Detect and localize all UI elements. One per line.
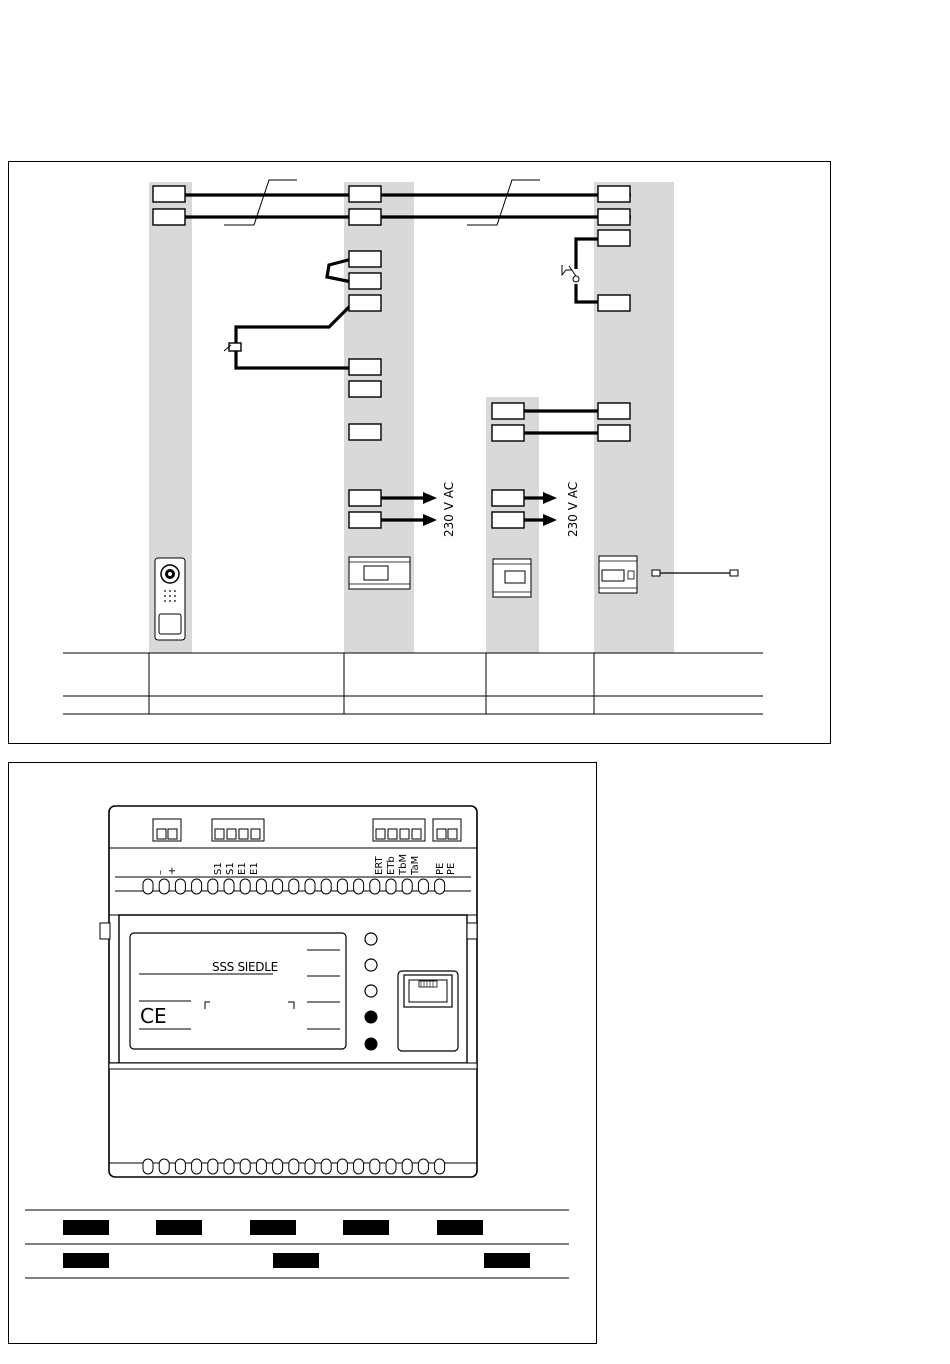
terminal-box <box>349 186 381 202</box>
screw-slot <box>224 879 234 894</box>
screw-slot <box>386 879 396 894</box>
controller-icon <box>599 556 637 593</box>
button-dark <box>365 1038 378 1051</box>
screw-slot <box>289 879 299 894</box>
terminal-box <box>349 209 381 225</box>
button-dark <box>365 1011 378 1024</box>
screw-slot <box>305 879 315 894</box>
door-opener-symbol <box>229 343 241 351</box>
ce-mark: CE <box>140 1004 167 1028</box>
push-button-icon <box>562 265 572 275</box>
screw-slot <box>159 879 169 894</box>
terminal-box <box>349 251 381 267</box>
terminal-label: ERT <box>374 856 385 875</box>
transformer-icon <box>493 559 531 597</box>
screw-slot <box>208 879 218 894</box>
screw-slot <box>370 879 380 894</box>
button-contact <box>573 276 579 282</box>
terminal-box <box>598 209 630 225</box>
terminal-label: PE <box>446 862 457 875</box>
voltage-label-1: 230 V AC <box>442 481 456 537</box>
screw-slot <box>354 879 364 894</box>
terminal-box <box>598 230 630 246</box>
screw-slot <box>337 879 347 894</box>
mains-arrowhead-3 <box>543 492 557 504</box>
controller-front-view <box>9 763 596 1343</box>
screw-slot <box>256 1159 266 1174</box>
terminal-label: – <box>155 870 166 875</box>
mains-arrowhead-4 <box>543 514 557 526</box>
terminal-label: TbM <box>398 853 409 875</box>
terminal-box <box>349 490 381 506</box>
screw-slot <box>289 1159 299 1174</box>
screw-slot <box>435 879 445 894</box>
power-supply-icon <box>349 557 410 589</box>
cover-clip-left <box>100 923 110 939</box>
terminal-label: PE <box>435 862 446 875</box>
terminal-label: S1 <box>213 862 224 875</box>
redaction-block <box>63 1220 109 1235</box>
screw-slot <box>240 879 250 894</box>
terminal-box <box>349 512 381 528</box>
screw-slot <box>208 1159 218 1174</box>
screw-slot <box>240 1159 250 1174</box>
screw-slot <box>159 1159 169 1174</box>
terminal-label: E1 <box>249 862 260 875</box>
mains-arrowhead-2 <box>423 514 437 526</box>
terminal-box <box>349 424 381 440</box>
redaction-block <box>273 1253 319 1268</box>
terminal-box <box>492 490 524 506</box>
terminal-box <box>349 359 381 375</box>
wiring-diagram <box>9 162 830 743</box>
door-opener-wire <box>236 304 352 368</box>
redaction-block <box>156 1220 202 1235</box>
screw-slot <box>143 879 153 894</box>
screw-slot <box>224 1159 234 1174</box>
redaction-block <box>343 1220 389 1235</box>
redaction-block <box>63 1253 109 1268</box>
screw-slot <box>273 1159 283 1174</box>
voltage-label-2: 230 V AC <box>566 481 580 537</box>
terminal-box <box>598 403 630 419</box>
terminal-box <box>349 295 381 311</box>
terminal-block-s1-e1 <box>212 819 264 841</box>
screw-slot <box>143 1159 153 1174</box>
terminal-label: ETb <box>386 856 397 875</box>
terminal-label: E1 <box>237 862 248 875</box>
redaction-block <box>484 1253 530 1268</box>
screw-slot <box>175 1159 185 1174</box>
screw-slot <box>354 1159 364 1174</box>
screw-slot <box>386 1159 396 1174</box>
screw-slot <box>402 1159 412 1174</box>
terminal-label: TaM <box>410 855 421 875</box>
screw-slot <box>418 879 428 894</box>
terminal-label: + <box>167 866 178 875</box>
legend-table <box>63 653 763 714</box>
terminal-box <box>349 381 381 397</box>
mains-arrowhead-1 <box>423 492 437 504</box>
screw-slot <box>175 879 185 894</box>
led-indicator <box>365 933 377 945</box>
terminal-box <box>598 186 630 202</box>
screw-slot <box>305 1159 315 1174</box>
terminal-block-bus <box>373 819 425 841</box>
terminal-box <box>598 295 630 311</box>
legend-table-lower <box>25 1210 569 1278</box>
redaction-block <box>250 1220 296 1235</box>
door-station-icon <box>155 558 185 640</box>
device-drawing-frame <box>8 762 597 1344</box>
screw-slot <box>402 879 412 894</box>
screw-slot <box>273 879 283 894</box>
terminal-box <box>492 425 524 441</box>
terminal-box <box>598 425 630 441</box>
screw-slot <box>192 1159 202 1174</box>
terminal-box <box>153 186 185 202</box>
terminal-block-power <box>153 819 181 841</box>
screw-slot <box>370 1159 380 1174</box>
cover-clip-right <box>467 923 477 939</box>
terminal-box <box>492 403 524 419</box>
screw-slot <box>321 879 331 894</box>
redaction-block <box>437 1220 483 1235</box>
wiring-diagram-frame <box>8 161 831 744</box>
screw-slot <box>321 1159 331 1174</box>
screw-slot <box>418 1159 428 1174</box>
terminal-box <box>492 512 524 528</box>
screw-slot <box>192 879 202 894</box>
led-indicator <box>365 959 377 971</box>
brand-logo: SSS SIEDLE <box>212 960 278 974</box>
screw-slot <box>337 1159 347 1174</box>
screw-slot <box>435 1159 445 1174</box>
terminal-box <box>349 273 381 289</box>
rj45-port <box>398 971 458 1051</box>
cover-edge <box>109 1063 477 1069</box>
terminal-label: S1 <box>225 862 236 875</box>
terminal-box <box>153 209 185 225</box>
screw-slot <box>256 879 266 894</box>
led-indicator <box>365 985 377 997</box>
terminal-block-pe <box>433 819 461 841</box>
